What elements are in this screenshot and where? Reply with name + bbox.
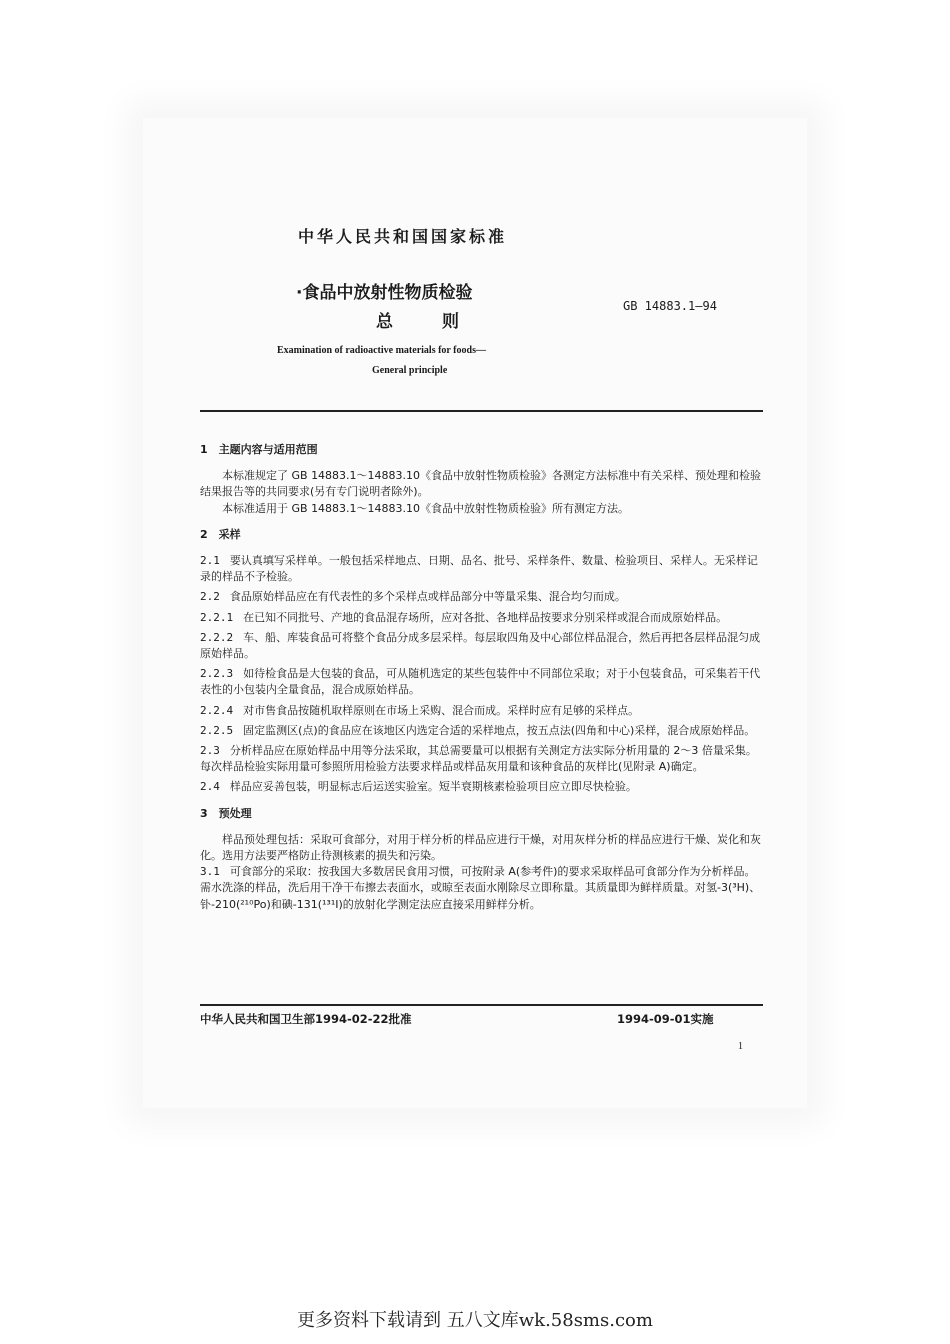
approval-line: 中华人民共和国卫生部1994-02-22批准 <box>200 1012 412 1026</box>
clause-number: 2.1 <box>200 554 220 568</box>
clause <box>200 743 766 775</box>
clause <box>200 610 766 626</box>
clause-text: 食品原始样品应在有代表性的多个采样点或样品部分中等量采集、混合均匀而成。 <box>229 590 626 604</box>
section-heading: 1 主题内容与适用范围 <box>200 443 318 456</box>
paragraph: 本标准适用于 GB 14883.1～14883.10《食品中放射性物质检验》所有测定方法。 <box>222 501 630 515</box>
clause-text: 样品应妥善包装，明显标志后运送实验室。短半衰期核素检验项目应立即尽快检验。 <box>229 780 637 794</box>
clause-text: 可食部分的采取：按我国大多数居民食用习惯，可按附录 A(参考件)的要求采取样品可食部分作为分析样品。需水洗涤的样品，洗后用干净干布擦去表面水，或晾至表面水刚除尽立即称量。其质量即为鲜样质量。对氢-3(³H)、钋-210(²¹⁰Po)和碘-131(¹³¹I)的放射化学测定法应直接采用鲜样分析。 <box>200 865 761 911</box>
clause <box>200 666 766 698</box>
section-heading: 3 预处理 <box>200 806 252 820</box>
clause-text: 分析样品应在原始样品中用等分法采取，其总需要量可以根据有关测定方法实际分析用量的 2～3 倍量采集。每次样品检验实际用量可参照所用检验方法要求样品或样品灰用量和该种食品的灰样比(见附录 A)确定。 <box>200 744 757 774</box>
english-title-line2: General principle <box>372 365 448 376</box>
clause-number: 2.2.1 <box>200 610 234 624</box>
clause <box>200 553 766 585</box>
document-body <box>200 442 766 913</box>
clause-text: 对市售食品按随机取样原则在市场上采购、混合而成。采样时应有足够的采样点。 <box>243 703 640 717</box>
paragraph: 本标准规定了 GB 14883.1～14883.10《食品中放射性物质检验》各测定方法标准中有关采样、预处理和检验结果报告等的共同要求(另有专门说明者除外)。 <box>200 469 762 499</box>
clause-number: 2.2.4 <box>200 703 234 717</box>
footer-divider <box>200 1004 763 1006</box>
download-watermark: 更多资料下载请到 五八文库wk.58sms.com <box>297 1310 653 1331</box>
clause-number: 2.2.3 <box>200 667 234 681</box>
clause <box>200 779 766 795</box>
standard-title: ·食品中放射性物质检验 <box>296 283 473 303</box>
page-number: 1 <box>738 1041 743 1052</box>
clause-number: 2.2.2 <box>200 630 234 644</box>
clause <box>200 630 766 662</box>
clause-text: 固定监测区(点)的食品应在该地区内选定合适的采样地点，按五点法(四角和中心)采样，混合成原始样品。 <box>243 723 756 737</box>
header-divider <box>200 410 763 412</box>
english-title-line1: Examination of radioactive materials for foods— <box>277 345 486 356</box>
clause <box>200 723 766 739</box>
clause <box>200 703 766 719</box>
clause-number: 2.2.5 <box>200 723 234 737</box>
standard-code: GB 14883.1—94 <box>623 299 717 313</box>
clause <box>200 864 766 913</box>
section-heading: 2 采样 <box>200 527 241 541</box>
clause-number: 3.1 <box>200 865 220 879</box>
clause <box>200 589 766 605</box>
paragraph: 样品预处理包括：采取可食部分，对用于样分析的样品应进行干燥，对用灰样分析的样品应进行干燥、炭化和灰化。选用方法要严格防止待测核素的损失和污染。 <box>200 832 761 863</box>
clause-number: 2.2 <box>200 590 220 604</box>
clause-text: 在已知不同批号、产地的食品混存场所，应对各批、各地样品按要求分别采样或混合而成原始样品。 <box>243 610 728 624</box>
effective-date: 1994-09-01实施 <box>617 1012 714 1026</box>
clause-text: 要认真填写采样单。一般包括采样地点、日期、品名、批号、采样条件、数量、检验项目、采样人。无采样记录的样品不予检验。 <box>200 554 758 584</box>
clause-number: 2.4 <box>200 780 220 794</box>
standard-subtitle: 总 则 <box>376 312 475 332</box>
clause-text: 车、船、库装食品可将整个食品分成多层采样。每层取四角及中心部位样品混合，然后再把各层样品混匀成原始样品。 <box>200 630 761 661</box>
clause-number: 2.3 <box>200 744 220 758</box>
national-standard-label: 中华人民共和国国家标准 <box>298 227 508 246</box>
clause-text: 如待检食品是大包装的食品，可从随机选定的某些包装件中不同部位采取；对于小包装食品，可采集若干代表性的小包装内全量食品，混合成原始样品。 <box>200 667 761 697</box>
